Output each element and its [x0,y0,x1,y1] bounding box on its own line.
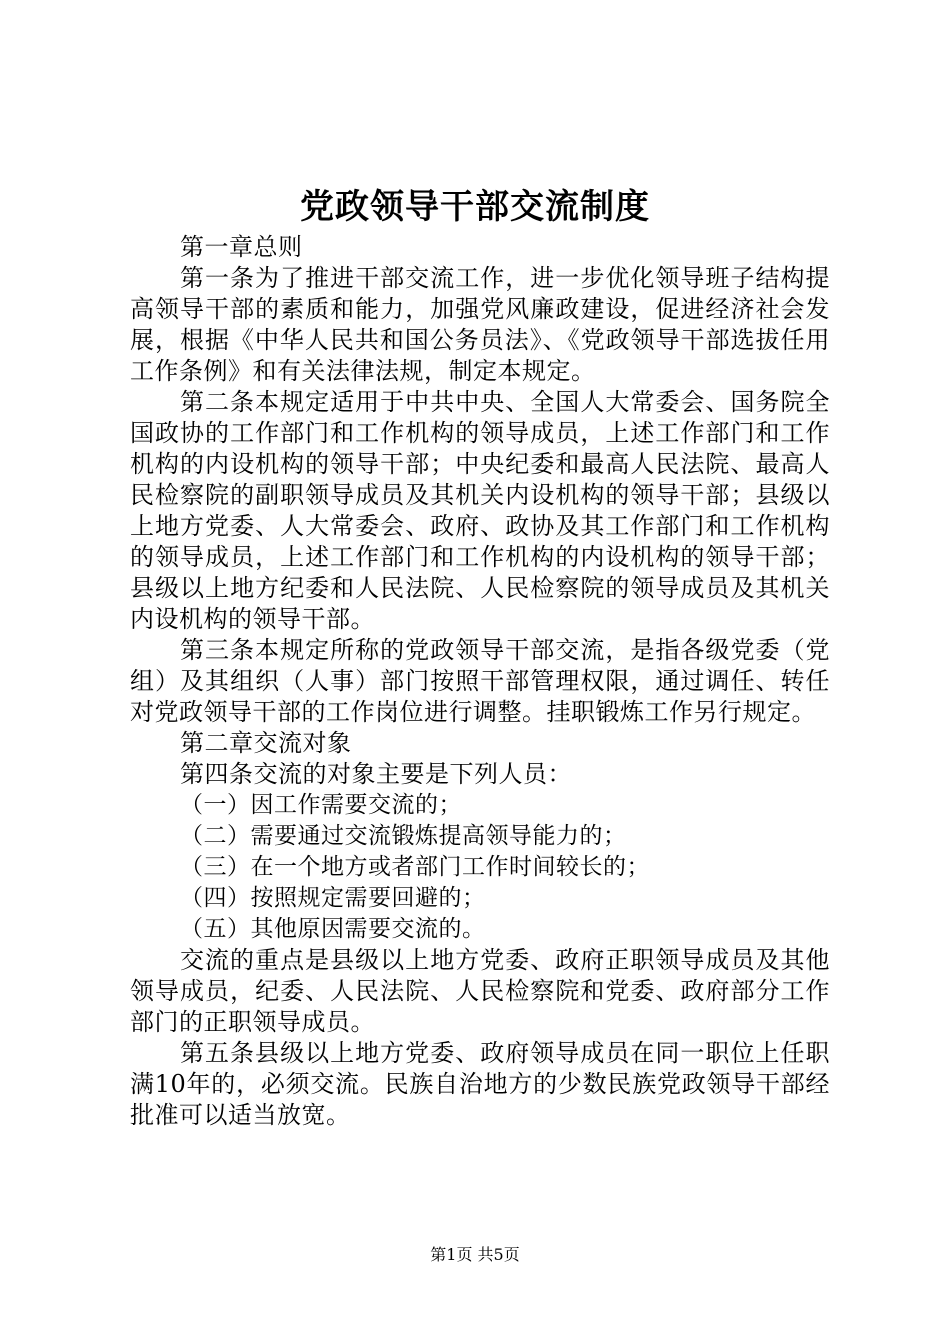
page-number-footer: 第1页 共5页 [430,1245,520,1264]
list-item: （一）因工作需要交流的； [180,792,462,818]
chapter-heading: 第二章交流对象 [180,729,352,757]
paragraph: 第五条县级以上地方党委、政府领导成员在同一职位上任职满10年的，必须交流。民族自治地方的少数民族党政领导干部经批准可以适当放宽。 [130,1039,830,1129]
document-body [130,232,830,1131]
paragraph: 第一条为了推进干部交流工作，进一步优化领导班子结构提高领导干部的素质和能力，加强党风廉政建设，促进经济社会发展，根据《中华人民共和国公务员法》、《党政领导干部选拔任用工作条例》和有关法律法规，制定本规定。 [130,264,830,385]
document-title: 党政领导干部交流制度 [300,187,650,227]
list-item: （二）需要通过交流锻炼提高领导能力的； [180,823,627,849]
list-item: （三）在一个地方或者部门工作时间较长的； [180,854,650,880]
paragraph: 交流的重点是县级以上地方党委、政府正职领导成员及其他领导成员，纪委、人民法院、人民检察院和党委、政府部分工作部门的正职领导成员。 [130,946,830,1036]
chapter-heading: 第一章总则 [180,233,303,261]
list-item: （五）其他原因需要交流的。 [180,916,486,942]
paragraph: 第二条本规定适用于中共中央、全国人大常委会、国务院全国政协的工作部门和工作机构的领导成员，上述工作部门和工作机构的内设机构的领导干部；中央纪委和最高人民法院、最高人民检察院的副职领导成员及其机关内设机构的领导干部；县级以上地方党委、人大常委会、政府、政协及其工作部门和工作机构的领导成员，上述工作部门和工作机构的内设机构的领导干部；县级以上地方纪委和人民法院、人民检察院的领导成员及其机关内设机构的领导干部。 [130,388,830,633]
paragraph: 第四条交流的对象主要是下列人员： [180,760,572,788]
list-item: （四）按照规定需要回避的； [180,885,486,911]
paragraph: 第三条本规定所称的党政领导干部交流，是指各级党委（党组）及其组织（人事）部门按照干部管理权限，通过调任、转任对党政领导干部的工作岗位进行调整。挂职锻炼工作另行规定。 [130,636,830,726]
